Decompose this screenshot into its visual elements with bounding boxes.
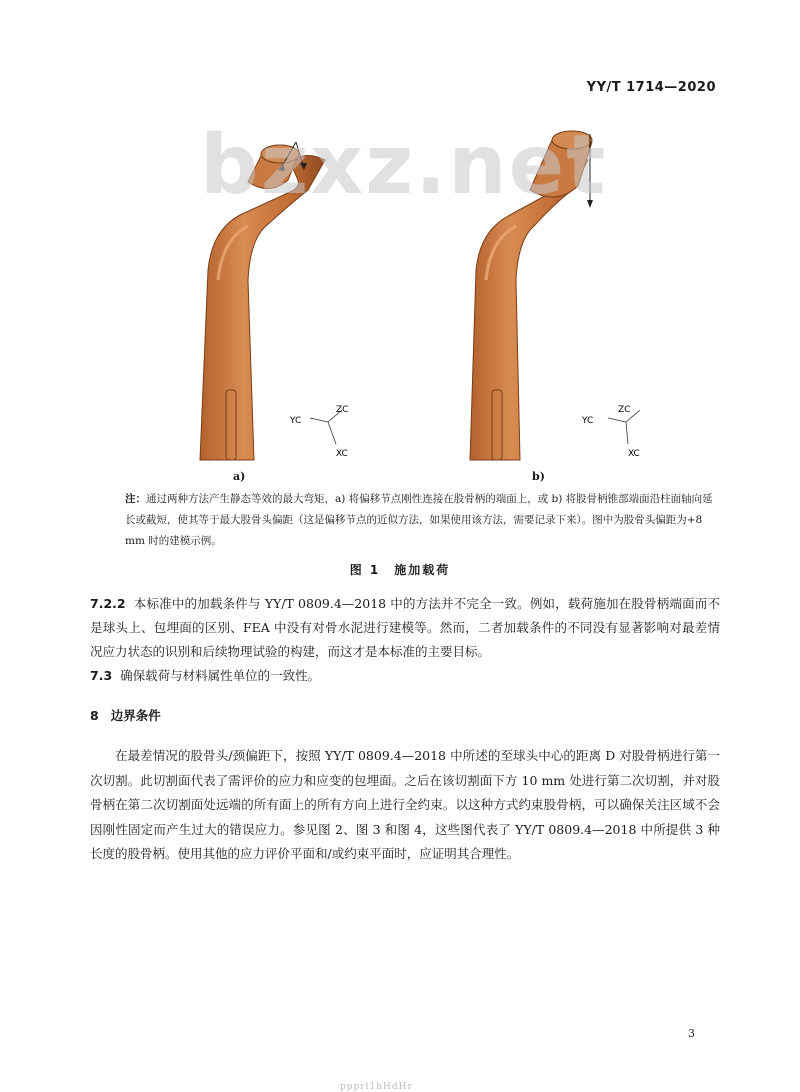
axis-xc-label-b: XC <box>628 449 640 459</box>
section-7-3 <box>90 664 720 688</box>
subfigure-label-b: b) <box>532 470 545 483</box>
axis-zc-label-b: ZC <box>618 405 631 415</box>
axis-zc-label-a: ZC <box>336 405 349 415</box>
note-label: 注： <box>125 493 146 505</box>
section-number: 8 <box>90 708 99 723</box>
bottom-mark: ppprl1hHdHr <box>340 1082 413 1092</box>
subfigure-label-a: a) <box>233 470 246 483</box>
watermark: bzxz.net <box>200 118 608 213</box>
section-text: 本标准中的加载条件与 YY/T 0809.4—2018 中的方法并不完全一致。例如，载荷施加在股骨柄端面而不是球头上、包埋面的区别、FEA 中没有对骨水泥进行建模等。然而，二者加载条件的不同没有显著影响对最差情况应力状态的识别和后续物理试验的构建，而这才是本标准的主要目标。 <box>90 596 720 659</box>
axis-yc-label-b: YC <box>582 416 594 426</box>
section-number: 7.2.2 <box>90 596 126 611</box>
section-8-body: 在最差情况的股骨头/颈偏距下，按照 YY/T 0809.4—2018 中所述的至球头中心的距离 D 对股骨柄进行第一次切割。此切割面代表了需评价的应力和应变的包埋面。之后在该切割面下方 10 mm 处进行第二次切割，并对股骨柄在第二次切割面处远端的所有面上的所有方向上进行全约束。以这种方式约束股骨柄，可以确保关注区域不会因刚性固定而产生过大的错误应力。参见图 2、图 3 和图 4，这些图代表了 YY/T 0809.4—2018 中所提供 3 种长度的股骨柄。使用其他的应力评价平面和/或约束平面时，应证明其合理性。 <box>90 748 720 861</box>
section-text: 确保载荷与材料属性单位的一致性。 <box>120 668 321 683</box>
section-title: 边界条件 <box>110 708 161 723</box>
page-number: 3 <box>688 1027 695 1040</box>
section-8-heading <box>90 706 161 724</box>
figure-caption: 图 1 施加载荷 <box>349 563 451 577</box>
section-7-2-2 <box>90 592 720 664</box>
standard-code-header: YY/T 1714—2020 <box>586 80 716 95</box>
axis-yc-label-a: YC <box>290 416 302 426</box>
figure-note <box>125 489 723 552</box>
axis-xc-label-a: XC <box>336 449 348 459</box>
note-text: 通过两种方法产生静态等效的最大弯矩，a) 将偏移节点刚性连接在股骨柄的端面上，或 b) 将股骨柄锥部端面沿柱面轴向延长或截短，使其等于最大股骨头偏距（这是偏移节点的近似方法，如果使用该方法，需要记录下来）。图中为股骨头偏距为+8 mm 时的建模示例。 <box>125 493 713 547</box>
section-number: 7.3 <box>90 668 113 683</box>
